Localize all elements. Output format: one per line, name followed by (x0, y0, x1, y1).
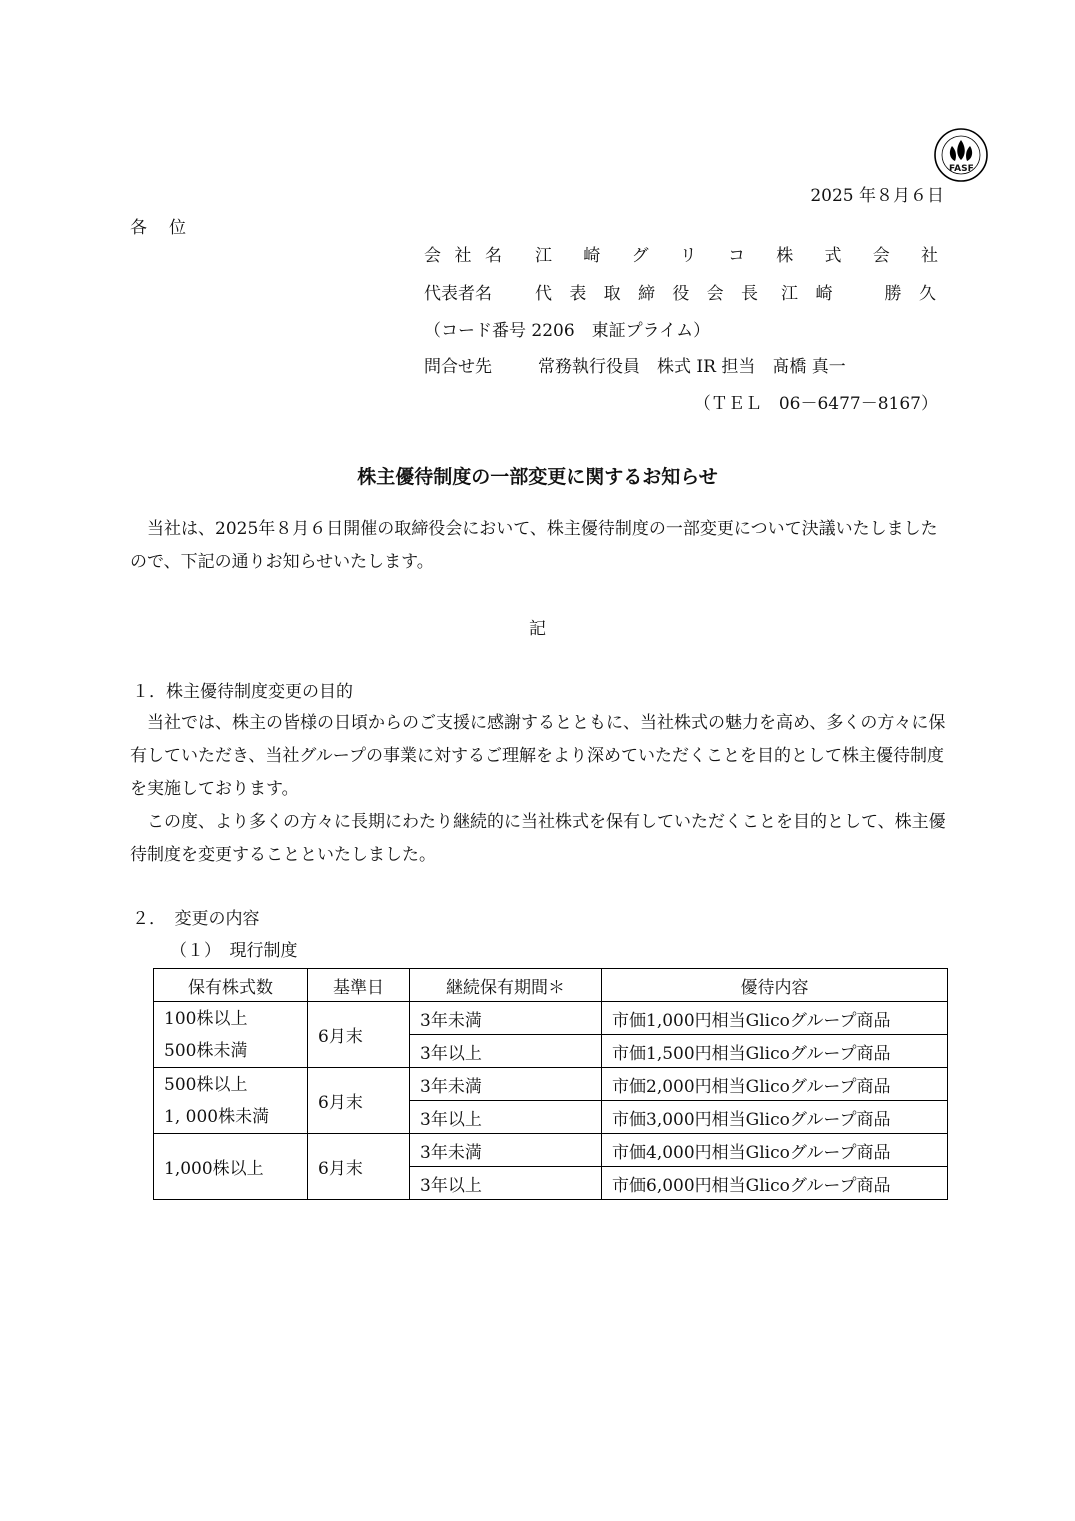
shares-text: 1, 000株未満 (164, 1106, 270, 1127)
fasf-seal (933, 127, 989, 183)
header-holding-period: 継続保有期間＊ (410, 969, 602, 1002)
benefit-cell: 市価3,000円相当Glicoグループ商品 (602, 1101, 948, 1134)
addressee-char-1: 各 (130, 218, 147, 238)
record-date-cell: 6月末 (308, 1002, 410, 1068)
company-label (424, 245, 502, 267)
benefit-cell: 市価6,000円相当Glicoグループ商品 (602, 1167, 948, 1200)
benefit-cell: 市価1,000円相当Glicoグループ商品 (602, 1002, 948, 1035)
stock-code-line: （コード番号 2206 東証プライム） (424, 321, 711, 341)
ki-mark: 記 (529, 619, 546, 639)
header-shares: 保有株式数 (154, 969, 308, 1002)
section1-paragraph-1: 当社では、株主の皆様の日頃からのご支援に感謝するとともに、当社株式の魅力を高め、多くの方々に保有していただき、当社グループの事業に対するご理解をより深めていただくことを目的として株主優待制度を実施しております。 (130, 713, 946, 799)
table-row (154, 1002, 948, 1035)
period-cell: 3年未満 (410, 1134, 602, 1167)
rep-title-char: 代 (535, 284, 552, 304)
intro-paragraph: 当社は、2025年８月６日開催の取締役会において、株主優待制度の一部変更について決議いたしましたので、下記の通りお知らせいたします。 (130, 519, 938, 572)
header-record-date: 基準日 (308, 969, 410, 1002)
representative-title (535, 283, 758, 305)
rep-title-char: 取 (603, 284, 621, 304)
addressee (130, 217, 186, 239)
record-date-cell: 6月末 (308, 1134, 410, 1200)
rep-title-char: 会 (706, 284, 724, 304)
table-header-row (154, 969, 948, 1002)
shares-text: 100株以上 (164, 1008, 248, 1029)
representative-label: 代表者名 (424, 284, 492, 304)
header-benefit: 優待内容 (602, 969, 948, 1002)
benefit-cell: 市価1,500円相当Glicoグループ商品 (602, 1035, 948, 1068)
section2-heading: ２． 変更の内容 (132, 909, 260, 929)
company-name-char: リ (679, 246, 697, 266)
contact-value: 常務執行役員 株式 IR 担当 髙橋 真一 (538, 357, 846, 377)
section2-subheading: （１） 現行制度 (170, 941, 298, 961)
table-row (154, 1134, 948, 1167)
company-name-char: 株 (776, 246, 794, 266)
company-label-char: 社 (454, 246, 472, 266)
company-name-char: 会 (872, 246, 890, 266)
period-cell: 3年未満 (410, 1068, 602, 1101)
company-name-char: 式 (824, 246, 842, 266)
rep-name-char: 崎 (815, 284, 833, 304)
rep-name-char: 江 (781, 284, 798, 304)
period-cell: 3年以上 (410, 1101, 602, 1134)
company-name-char: コ (728, 246, 745, 266)
period-cell: 3年以上 (410, 1035, 602, 1068)
section1-paragraph-2: この度、より多くの方々に長期にわたり継続的に当社株式を保有していただくことを目的として、株主優待制度を変更することといたしました。 (130, 812, 946, 865)
company-label-char: 名 (485, 246, 502, 266)
record-date-cell: 6月末 (308, 1068, 410, 1134)
rep-name-char: 勝 (884, 284, 902, 304)
rep-title-char: 表 (569, 284, 587, 304)
shares-cell: 1,000株以上 (154, 1134, 308, 1200)
rep-name-char (850, 283, 867, 305)
benefit-cell: 市価2,000円相当Glicoグループ商品 (602, 1068, 948, 1101)
company-name-char: グ (631, 246, 649, 266)
company-name (535, 245, 938, 267)
shares-cell (154, 1068, 308, 1134)
benefit-table (153, 968, 948, 1200)
rep-name-char: 久 (919, 284, 936, 304)
contact-tel: （ＴＥＬ 06－6477－8167） (693, 394, 938, 414)
company-name-char: 江 (535, 246, 552, 266)
period-cell: 3年未満 (410, 1002, 602, 1035)
rep-title-char: 役 (672, 284, 690, 304)
shares-text: 500株以上 (164, 1074, 248, 1095)
company-name-char: 社 (921, 246, 938, 266)
section1-heading: １．株主優待制度変更の目的 (132, 682, 353, 702)
rep-title-char: 長 (740, 284, 758, 304)
table-row (154, 1068, 948, 1101)
period-cell: 3年以上 (410, 1167, 602, 1200)
benefit-cell: 市価4,000円相当Glicoグループ商品 (602, 1134, 948, 1167)
company-label-char: 会 (424, 246, 441, 266)
seal-logo-text: FASF (949, 164, 974, 174)
shares-cell (154, 1002, 308, 1068)
issue-date: 2025 年８月６日 (810, 186, 944, 206)
addressee-char-2: 位 (169, 218, 186, 238)
contact-label: 問合せ先 (424, 357, 492, 377)
page-title: 株主優待制度の一部変更に関するお知らせ (357, 466, 718, 488)
shares-text: 500株未満 (164, 1040, 248, 1061)
rep-title-char: 締 (637, 284, 655, 304)
company-name-char: 崎 (583, 246, 601, 266)
representative-name (781, 283, 936, 305)
